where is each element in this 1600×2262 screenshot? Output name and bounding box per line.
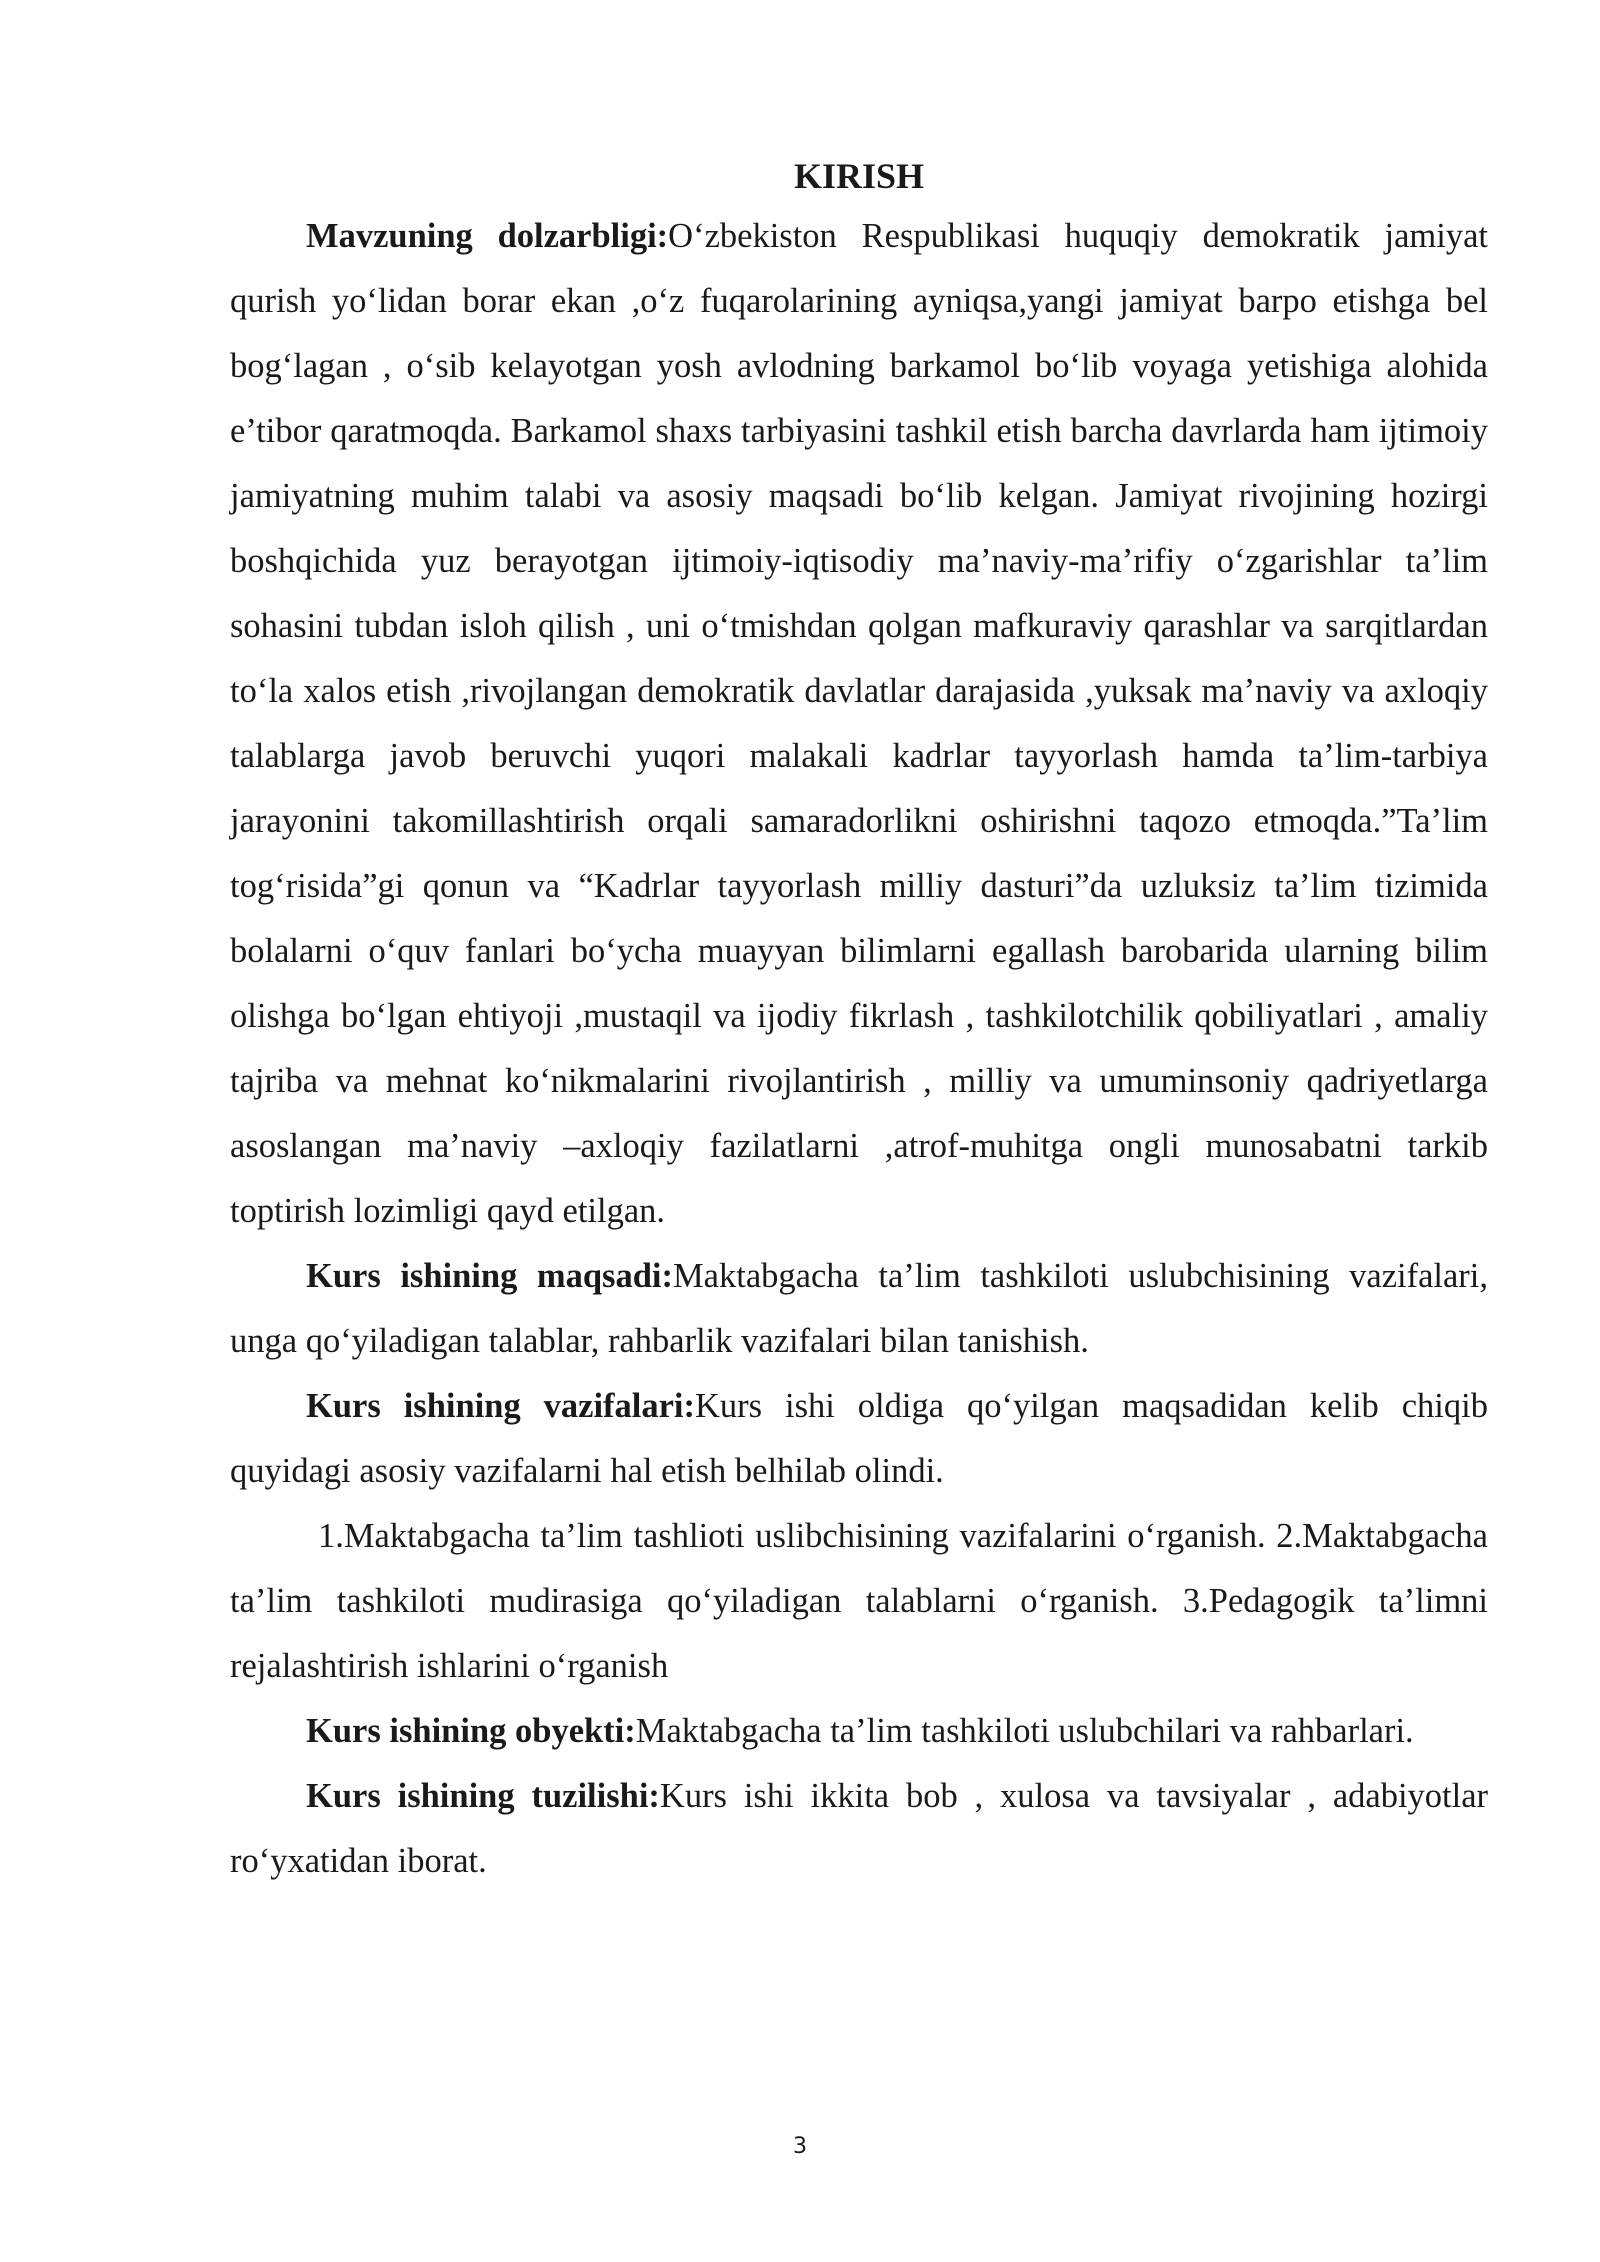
paragraph-dolzarblik (230, 204, 1488, 1244)
tuzilish-lead: Kurs ishining tuzilishi: (306, 1777, 660, 1815)
list-item-3: 3.Pedagogik ta’limni rejalashtirish ishlarini o‘rganish (230, 1582, 1488, 1685)
paragraph-obyekt (230, 1699, 1488, 1764)
maqsad-text: Maktabgacha ta’lim tashkiloti uslubchisining vazifalari, unga qo‘yiladigan talablar, rahbarlik vazifalari bilan tanishish. (230, 1257, 1488, 1360)
page-content (230, 148, 1488, 1894)
dolzarblik-lead: Mavzuning dolzarbligi: (306, 217, 669, 255)
list-item-1: 1.Maktabgacha ta’lim tashlioti uslibchisining vazifalarini o‘rganish. (318, 1517, 1266, 1555)
obyekt-lead: Kurs ishining obyekti: (306, 1712, 636, 1750)
obyekt-text: Maktabgacha ta’lim tashkiloti uslubchilari va rahbarlari. (635, 1712, 1414, 1750)
dolzarblik-text: O‘zbekiston Respublikasi huquqiy demokratik jamiyat qurish yo‘lidan borar ekan ,o‘z fuqarolarining ayniqsa,yangi jamiyat barpo etishga bel bog‘lagan , o‘sib kelayotgan yosh avlodning barkamol bo‘lib voyaga yetishiga alohida e’tibor qaratmoqda. Barkamol shaxs tarbiyasini tashkil etish barcha davrlarda ham ijtimoiy jamiyatning muhim talabi va asosiy maqsadi bo‘lib kelgan. Jamiyat rivojining hozirgi boshqichida yuz berayotgan ijtimoiy-iqtisodiy ma’naviy-ma’rifiy o‘zgarishlar ta’lim sohasini tubdan isloh qilish , uni o‘tmishdan qolgan mafkuraviy qarashlar va sarqitlardan to‘la xalos etish ,rivojlangan demokratik davlatlar darajasida ,yuksak ma’naviy va axloqiy talablarga javob beruvchi yuqori malakali kadrlar tayyorlash hamda ta’lim-tarbiya jarayonini takomillashtirish orqali samaradorlikni oshirishni taqozo etmoqda.”Ta’lim tog‘risida”gi qonun va “Kadrlar tayyorlash milliy dasturi”da uzluksiz ta’lim tizimida bolalarni o‘quv fanlari bo‘ycha muayyan bilimlarni egallash barobarida ularning bilim olishga bo‘lgan ehtiyoji ,mustaqil va ijodiy fikrlash , tashkilotchilik qobiliyatlari , amaliy tajriba va mehnat ko‘nikmalarini rivojlantirish , milliy va umuminsoniy qadriyetlarga asoslangan ma’naviy –axloqiy fazilatlarni ,atrof-muhitga ongli munosabatni tarkib toptirish lozimligi qayd etilgan. (230, 217, 1488, 1230)
page-title: KIRISH (793, 156, 925, 196)
vazifalar-text: Kurs ishi oldiga qo‘yilgan maqsadidan kelib chiqib quyidagi asosiy vazifalarni hal etish belhilab olindi. (230, 1387, 1488, 1490)
paragraph-tuzilish (230, 1764, 1488, 1894)
paragraph-maqsad (230, 1244, 1488, 1374)
vazifalar-lead: Kurs ishining vazifalari: (306, 1387, 695, 1425)
maqsad-lead: Kurs ishining maqsadi: (306, 1257, 673, 1295)
tuzilish-text: Kurs ishi ikkita bob , xulosa va tavsiyalar , adabiyotlar ro‘yxatidan iborat. (230, 1777, 1488, 1880)
list-item-2: 2.Maktabgacha ta’lim tashkiloti mudirasiga qo‘yiladigan talablarni o‘rganish. (230, 1517, 1488, 1620)
paragraph-vazifalar (230, 1374, 1488, 1504)
page-number: 3 (793, 2134, 807, 2159)
paragraph-vazifalar-list (230, 1504, 1488, 1699)
